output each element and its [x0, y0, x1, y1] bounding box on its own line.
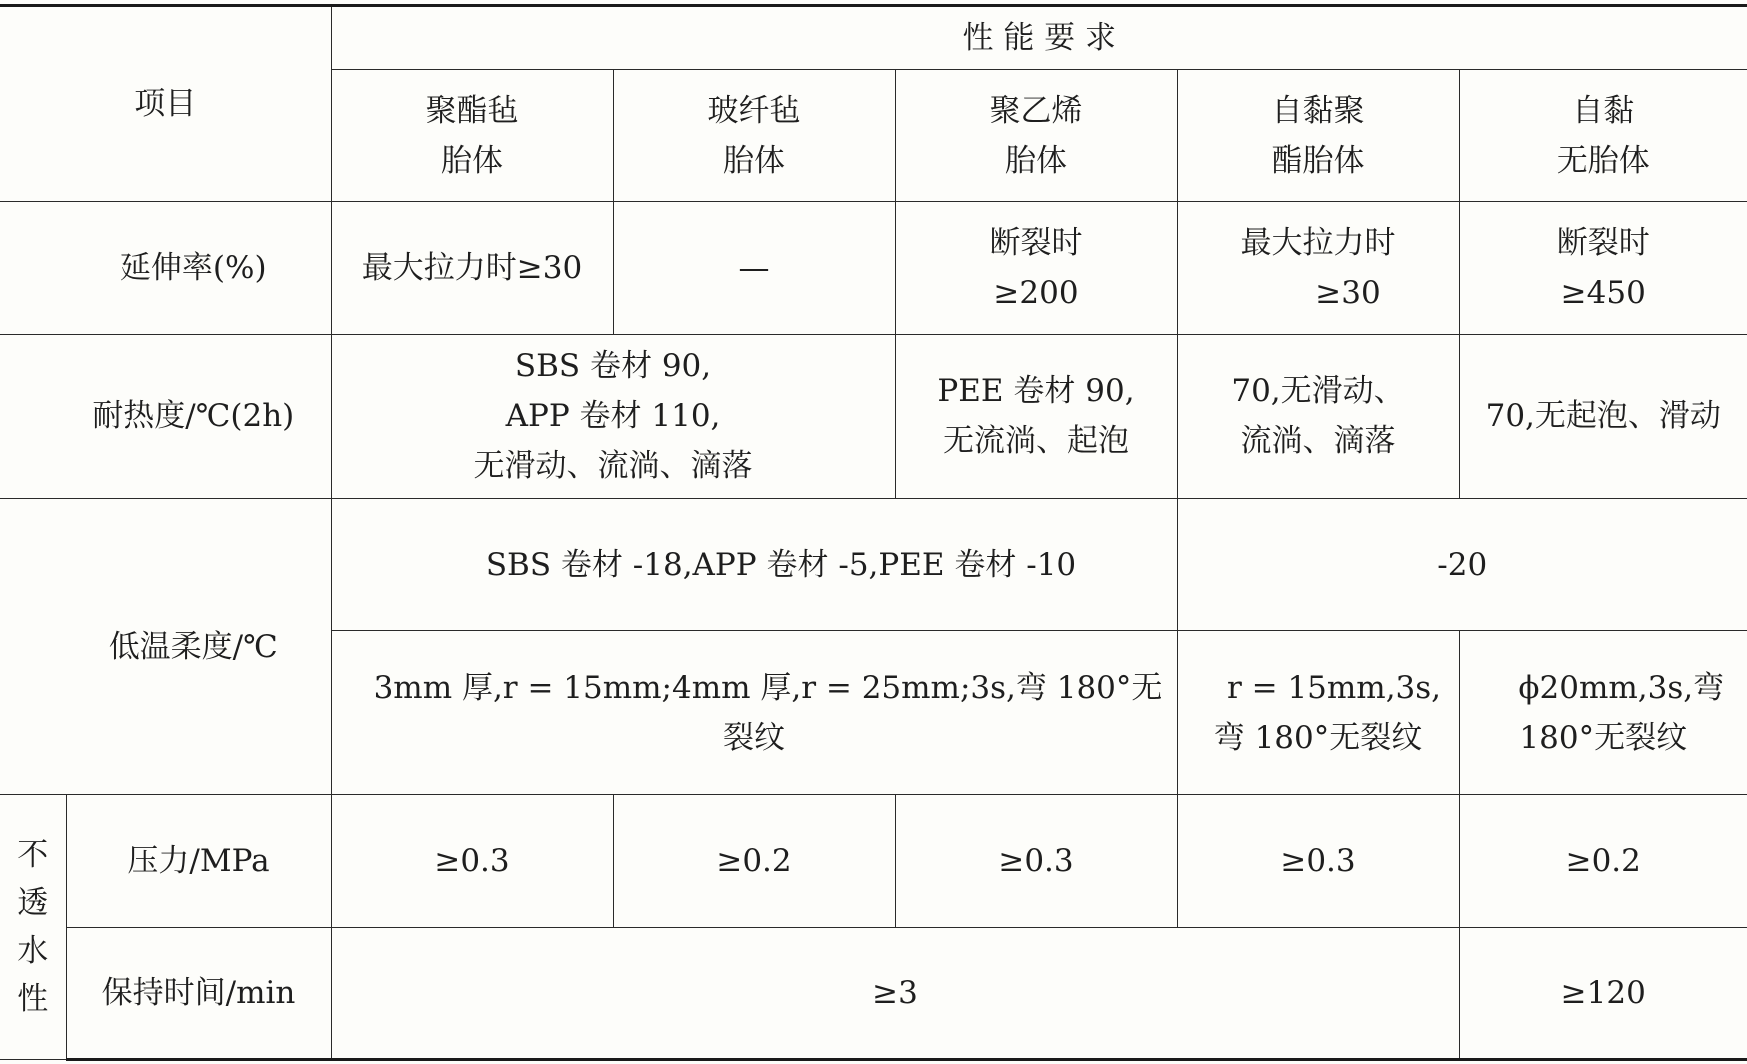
header-row-1 — [0, 6, 1747, 70]
item-header-cell — [0, 6, 331, 202]
performance-requirements-table — [0, 4, 1747, 1061]
pressure-glass-fiber: ≥0.2 — [613, 795, 895, 927]
elongation-polyester: 最大拉力时≥30 — [331, 202, 613, 334]
pressure-polyethylene: ≥0.3 — [895, 795, 1177, 927]
column-header-self-adhesive-no-base: 自黏 无胎体 — [1459, 70, 1747, 202]
elongation-row — [0, 202, 1747, 334]
impermeability-group-label: 不 透 水 性 — [0, 795, 66, 1060]
heat-resistance-label: 耐热度/℃(2h) — [0, 334, 331, 498]
low-temp-bend-self-adhesive-no-base: ϕ20mm,3s,弯 180°无裂纹 — [1459, 631, 1747, 795]
low-temp-row-1 — [0, 498, 1747, 630]
duration-bitumen-values: ≥3 — [331, 927, 1459, 1059]
elongation-self-adhesive-polyester: 最大拉力时 ≥30 — [1177, 202, 1459, 334]
low-temp-bitumen-values: SBS 卷材 -18,APP 卷材 -5,PEE 卷材 -10 — [331, 498, 1177, 630]
duration-label: 保持时间/min — [66, 927, 331, 1059]
low-temp-label: 低温柔度/℃ — [0, 498, 331, 795]
pressure-self-adhesive-no-base: ≥0.2 — [1459, 795, 1747, 927]
column-header-self-adhesive-polyester: 自黏聚 酯胎体 — [1177, 70, 1459, 202]
low-temp-self-adhesive-values: -20 — [1177, 498, 1747, 630]
column-header-glass-fiber: 玻纤毡 胎体 — [613, 70, 895, 202]
elongation-polyethylene: 断裂时 ≥200 — [895, 202, 1177, 334]
pressure-polyester: ≥0.3 — [331, 795, 613, 927]
heat-resistance-self-adhesive-no-base: 70,无起泡、滑动 — [1459, 334, 1747, 498]
heat-resistance-row — [0, 334, 1747, 498]
low-temp-bend-bitumen: 3mm 厚,r = 15mm;4mm 厚,r = 25mm;3s,弯 180°无 裂纹 — [331, 631, 1177, 795]
column-header-polyethylene: 聚乙烯 胎体 — [895, 70, 1177, 202]
pressure-label: 压力/MPa — [66, 795, 331, 927]
elongation-self-adhesive-no-base: 断裂时 ≥450 — [1459, 202, 1747, 334]
heat-resistance-polyester-glass: SBS 卷材 90, APP 卷材 110, 无滑动、流淌、滴落 — [331, 334, 895, 498]
elongation-label: 延伸率(%) — [0, 202, 331, 334]
pressure-self-adhesive-polyester: ≥0.3 — [1177, 795, 1459, 927]
low-temp-bend-self-adhesive-polyester: r = 15mm,3s, 弯 180°无裂纹 — [1177, 631, 1459, 795]
heat-resistance-polyethylene: PEE 卷材 90, 无流淌、起泡 — [895, 334, 1177, 498]
elongation-glass-fiber: — — [613, 202, 895, 334]
heat-resistance-self-adhesive-polyester: 70,无滑动、 流淌、滴落 — [1177, 334, 1459, 498]
requirements-header: 性 能 要 求 — [962, 20, 1117, 57]
duration-self-adhesive-no-base: ≥120 — [1459, 927, 1747, 1059]
impermeability-duration-row — [0, 927, 1747, 1059]
impermeability-pressure-row — [0, 795, 1747, 927]
item-header: 项目 — [134, 86, 197, 123]
requirements-header-cell — [331, 6, 1747, 70]
column-header-polyester: 聚酯毡 胎体 — [331, 70, 613, 202]
